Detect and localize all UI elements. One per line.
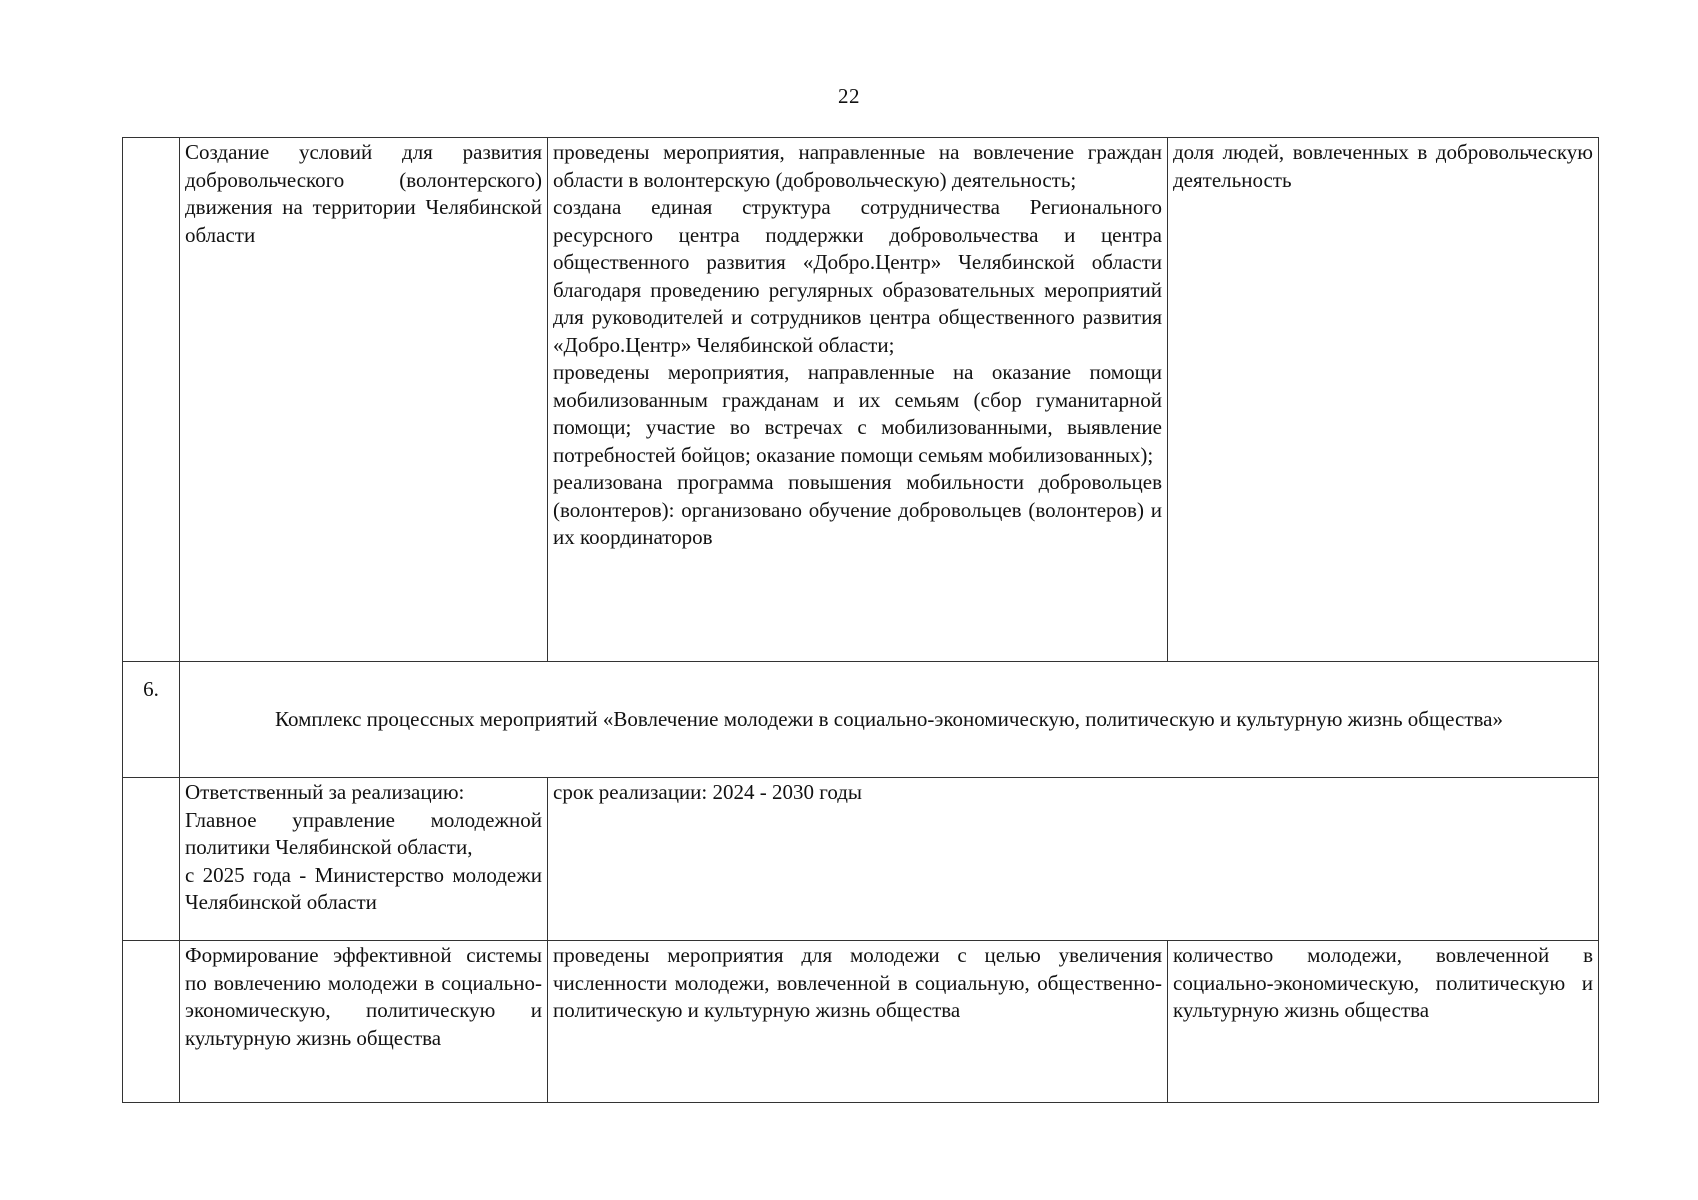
table-row-responsible <box>123 778 1599 941</box>
term-cell: срок реализации: 2024 - 2030 годы <box>548 778 1599 941</box>
table-row-section-6 <box>123 662 1599 778</box>
page-number: 22 <box>838 84 860 108</box>
indicator-cell: доля людей, вовлеченных в добровольческую деятельность <box>1168 138 1599 662</box>
result-item: создана единая структура сотрудничества Регионального ресурсного центра поддержки добровольчества и центра общественного развития «Добро.Центр» Челябинской области благодаря проведению регулярных образовательных мероприятий для руководителей и сотрудников центра общественного развития «Добро.Центр» Челябинской области; <box>553 195 1162 357</box>
table-row-youth <box>123 941 1599 1103</box>
table-row-volunteer <box>123 138 1599 662</box>
result-item: проведены мероприятия, направленные на оказание помощи мобилизованным гражданам и их семьям (сбор гуманитарной помощи; участие во встречах с мобилизованными, выявление потребностей бойцов; оказание помощи семьям мобилизованных); <box>553 360 1162 467</box>
responsible-line: Главное управление молодежной политики Челябинской области, <box>185 807 542 859</box>
responsible-cell <box>180 778 548 941</box>
indicator-cell: количество молодежи, вовлеченной в социально-экономическую, политическую и культурную жизнь общества <box>1168 941 1599 1103</box>
result-item: проведены мероприятия, направленные на вовлечение граждан области в волонтерскую (добровольческую) деятельность; <box>553 140 1162 192</box>
task-name-cell: Формирование эффективной системы по вовлечению молодежи в социально-экономическую, политическую и культурную жизнь общества <box>180 941 548 1103</box>
responsible-line: Ответственный за реализацию: <box>185 780 465 804</box>
results-cell <box>548 138 1168 662</box>
number-cell-empty <box>123 138 180 662</box>
results-cell: проведены мероприятия для молодежи с целью увеличения численности молодежи, вовлеченной в социальную, общественно-политическую и культурную жизнь общества <box>548 941 1168 1103</box>
number-cell-empty <box>123 778 180 941</box>
measures-table <box>122 137 1599 1103</box>
task-name-cell: Создание условий для развития добровольческого (волонтерского) движения на территории Челябинской области <box>180 138 548 662</box>
section-title: Комплекс процессных мероприятий «Вовлечение молодежи в социально-экономическую, политическую и культурную жизнь общества» <box>180 662 1599 778</box>
responsible-line: с 2025 года - Министерство молодежи Челябинской области <box>185 862 542 914</box>
result-item: реализована программа повышения мобильности добровольцев (волонтеров): организовано обучение добровольцев (волонтеров) и их координаторов <box>553 470 1162 549</box>
number-cell-empty <box>123 941 180 1103</box>
section-number: 6. <box>123 662 180 778</box>
